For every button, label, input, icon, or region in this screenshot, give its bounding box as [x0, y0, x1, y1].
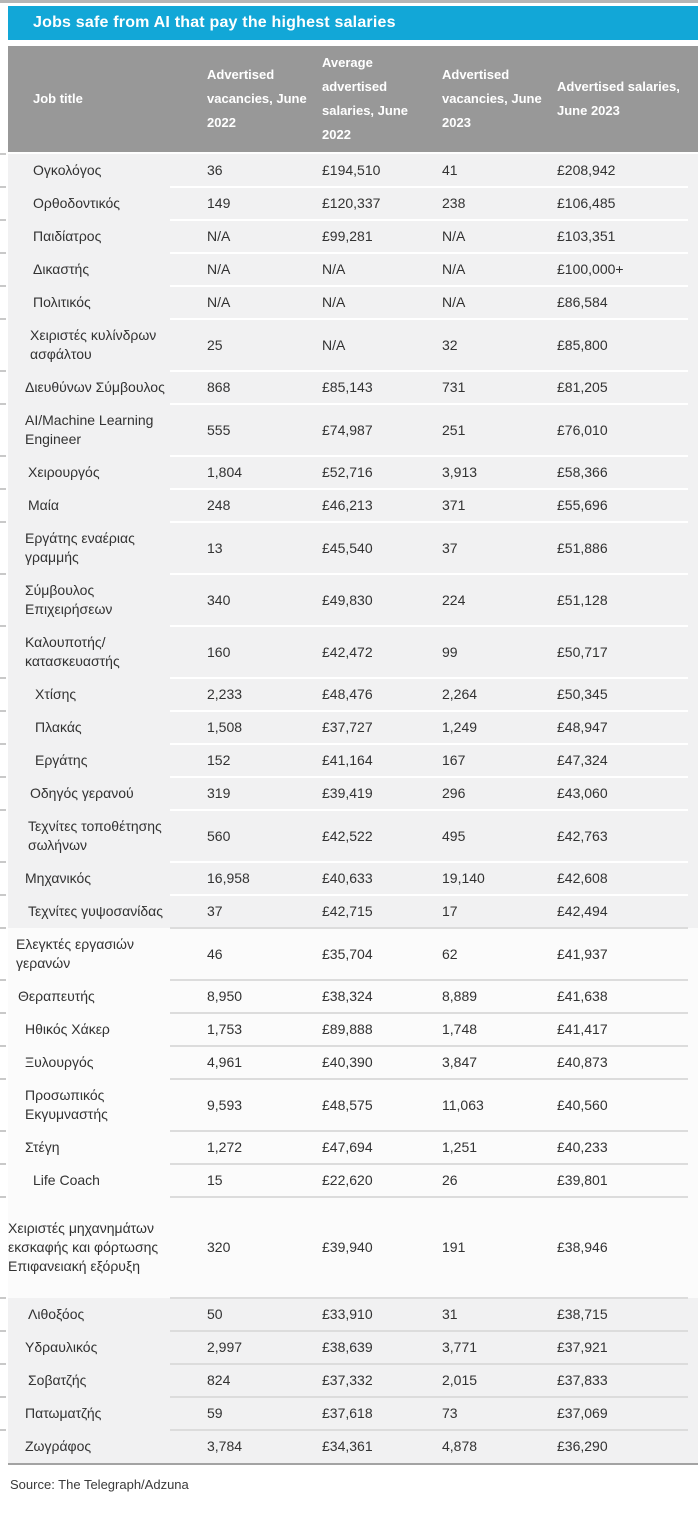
salary-2023-cell: £50,345	[557, 686, 608, 702]
vacancies-2022-cell: N/A	[207, 294, 231, 310]
salary-2023-cell: £41,417	[557, 1021, 608, 1037]
job-title-cell: Διευθύνων Σύμβουλος	[25, 379, 165, 395]
salary-2023-cell: £37,833	[557, 1372, 608, 1388]
salary-2023-cell: £55,696	[557, 497, 608, 513]
table-row	[8, 319, 698, 371]
salary-2023-cell: £50,717	[557, 643, 608, 660]
table-row	[8, 810, 698, 862]
top-divider	[0, 0, 698, 3]
salary-2022-cell: £85,143	[322, 379, 373, 395]
vacancies-2023-cell: 2,015	[442, 1372, 478, 1388]
salary-2023-cell: £51,886	[557, 539, 608, 556]
job-title-cell: Σοβατζής	[28, 1372, 87, 1388]
vacancies-2022-cell: 13	[207, 539, 223, 556]
vacancies-2022-cell: 59	[207, 1405, 223, 1421]
vacancies-2023-cell: 37	[442, 539, 458, 556]
salary-2022-cell: £42,522	[322, 827, 373, 844]
chart-title-bar	[8, 6, 698, 40]
job-title-cell: Ορθοδοντικός	[33, 195, 121, 211]
salary-2022-cell: £89,888	[322, 1021, 373, 1037]
salary-2023-cell: £40,233	[557, 1139, 608, 1155]
vacancies-2023-cell: 296	[442, 785, 466, 801]
vacancies-2023-cell: 224	[442, 591, 466, 608]
table-row	[8, 1430, 698, 1463]
salary-2023-cell: £40,873	[557, 1054, 608, 1070]
salary-2022-cell: £39,940	[322, 1239, 373, 1255]
table-row	[8, 711, 698, 744]
salary-2022-cell: £33,910	[322, 1306, 373, 1322]
job-title-cell: Ελεγκτές εργασιών γερανών	[16, 936, 134, 971]
vacancies-2023-cell: 32	[442, 336, 458, 353]
table-row	[8, 489, 698, 522]
vacancies-2023-cell: 8,889	[442, 988, 478, 1004]
job-title-cell: Τεχνίτες γυψοσανίδας	[28, 903, 164, 919]
salary-2023-cell: £43,060	[557, 785, 608, 801]
salary-2022-cell: £46,213	[322, 497, 373, 513]
vacancies-2023-cell: 238	[442, 195, 466, 211]
job-title-cell: Πλακάς	[35, 719, 82, 735]
table-row	[8, 371, 698, 404]
job-title-cell: Χειριστές κυλίνδρων ασφάλτου	[30, 327, 157, 362]
vacancies-2023-cell: 17	[442, 903, 458, 919]
salary-2022-cell: £41,164	[322, 752, 373, 768]
salary-2022-cell: £120,337	[322, 195, 381, 211]
table-row	[8, 1164, 698, 1197]
job-title-cell: Ογκολόγος	[33, 162, 102, 178]
vacancies-2023-cell: 2,264	[442, 686, 478, 702]
vacancies-2023-cell: 19,140	[442, 870, 485, 886]
vacancies-2023-cell: N/A	[442, 294, 466, 310]
vacancies-2023-cell: 167	[442, 752, 466, 768]
vacancies-2023-cell: 731	[442, 379, 466, 395]
vacancies-2023-cell: N/A	[442, 261, 466, 277]
vacancies-2022-cell: 16,958	[207, 870, 250, 886]
vacancies-2023-cell: 371	[442, 497, 466, 513]
vacancies-2023-cell: 1,251	[442, 1139, 478, 1155]
job-title-cell: Χτίσης	[35, 686, 77, 702]
job-title-cell: AI/Machine Learning Engineer	[25, 412, 154, 447]
job-title-cell: Τεχνίτες τοποθέτησης σωλήνων	[28, 818, 162, 853]
table-row	[8, 1079, 698, 1131]
vacancies-2022-cell: 15	[207, 1172, 223, 1188]
salary-2022-cell: £38,324	[322, 988, 373, 1004]
table-row	[8, 1364, 698, 1397]
salary-2023-cell: £48,947	[557, 719, 608, 735]
salary-2023-cell: £208,942	[557, 162, 616, 178]
table-row	[8, 1298, 698, 1331]
job-title-cell: Ζωγράφος	[25, 1438, 92, 1454]
vacancies-2022-cell: 8,950	[207, 988, 243, 1004]
vacancies-2022-cell: 1,508	[207, 719, 243, 735]
salary-2022-cell: £38,639	[322, 1339, 373, 1355]
vacancies-2022-cell: 2,997	[207, 1339, 243, 1355]
vacancies-2023-cell: 3,771	[442, 1339, 478, 1355]
vacancies-2022-cell: 46	[207, 945, 223, 962]
table-row	[8, 1131, 698, 1164]
vacancies-2022-cell: 248	[207, 497, 231, 513]
table-row	[8, 286, 698, 319]
table-row	[8, 1397, 698, 1430]
salary-2022-cell: N/A	[322, 261, 346, 277]
job-title-cell: Ηθικός Χάκερ	[25, 1021, 110, 1037]
salary-2023-cell: £85,800	[557, 336, 608, 353]
vacancies-2022-cell: 1,804	[207, 464, 243, 480]
vacancies-2023-cell: 191	[442, 1239, 466, 1255]
salary-2022-cell: £37,332	[322, 1372, 373, 1388]
table-row	[8, 777, 698, 810]
vacancies-2023-cell: 26	[442, 1172, 458, 1188]
vacancies-2022-cell: 50	[207, 1306, 223, 1322]
table-row	[8, 154, 698, 187]
chart-title: Jobs safe from AI that pay the highest salaries	[33, 14, 396, 31]
salary-2023-cell: £41,638	[557, 988, 608, 1004]
job-title-cell: Σύμβουλος Επιχειρήσεων	[25, 582, 113, 617]
vacancies-2023-cell: 1,748	[442, 1021, 478, 1037]
salary-2022-cell: N/A	[322, 336, 346, 353]
header-vacancies-2022: Advertised vacancies, June 2022	[207, 67, 307, 130]
vacancies-2022-cell: 1,753	[207, 1021, 243, 1037]
salary-2022-cell: £194,510	[322, 162, 381, 178]
salary-2022-cell: £99,281	[322, 228, 373, 244]
table-row	[8, 862, 698, 895]
job-title-cell: Πατωματζής	[25, 1405, 102, 1421]
job-title-cell: Πολιτικός	[33, 294, 91, 310]
salary-2023-cell: £42,608	[557, 870, 608, 886]
vacancies-2023-cell: 1,249	[442, 719, 478, 735]
vacancies-2023-cell: 31	[442, 1306, 458, 1322]
job-title-cell: Δικαστής	[33, 261, 90, 277]
job-title-cell: Παιδίατρος	[33, 228, 102, 244]
table-row	[8, 928, 698, 980]
table-row	[8, 220, 698, 253]
table-row	[8, 187, 698, 220]
salary-2023-cell: £38,715	[557, 1306, 608, 1322]
vacancies-2023-cell: 11,063	[442, 1096, 484, 1113]
salary-2022-cell: £34,361	[322, 1438, 373, 1454]
salary-2022-cell: £47,694	[322, 1139, 373, 1155]
salary-2023-cell: £38,946	[557, 1239, 608, 1255]
vacancies-2022-cell: 152	[207, 752, 231, 768]
header-salaries-2022: Average advertised salaries, June 2022	[322, 55, 408, 142]
vacancies-2023-cell: N/A	[442, 228, 466, 244]
vacancies-2022-cell: 555	[207, 421, 231, 438]
salary-2023-cell: £42,763	[557, 827, 608, 844]
salary-2022-cell: £39,419	[322, 785, 373, 801]
job-title-cell: Λιθοξόος	[28, 1306, 85, 1322]
job-title-cell: Εργάτης εναέριας γραμμής	[25, 530, 135, 565]
salary-2023-cell: £37,921	[557, 1339, 608, 1355]
vacancies-2022-cell: 320	[207, 1239, 231, 1255]
job-title-cell: Χειριστές μηχανημάτων εκσκαφής και φόρτωσης Επιφανειακή εξόρυξη	[8, 1220, 159, 1274]
salary-2023-cell: £37,069	[557, 1405, 608, 1421]
salary-2023-cell: £51,128	[557, 591, 608, 608]
salary-2022-cell: £45,540	[322, 539, 373, 556]
salary-2022-cell: £48,476	[322, 686, 373, 702]
table-row	[8, 253, 698, 286]
salary-2022-cell: N/A	[322, 294, 346, 310]
job-title-cell: Προσωπικός Εκγυμναστής	[25, 1087, 108, 1122]
vacancies-2022-cell: 9,593	[207, 1096, 243, 1113]
salary-2023-cell: £81,205	[557, 379, 608, 395]
table-header-row	[8, 46, 698, 152]
vacancies-2023-cell: 62	[442, 945, 458, 962]
job-title-cell: Χειρουργός	[28, 464, 100, 480]
table-row	[8, 574, 698, 626]
salary-2022-cell: £40,633	[322, 870, 373, 886]
table-row	[8, 456, 698, 489]
header-vacancies-2023: Advertised vacancies, June 2023	[442, 67, 542, 130]
vacancies-2023-cell: 4,878	[442, 1438, 478, 1454]
vacancies-2022-cell: N/A	[207, 261, 231, 277]
vacancies-2022-cell: 160	[207, 643, 231, 660]
job-title-cell: Ξυλουργός	[25, 1054, 94, 1070]
vacancies-2022-cell: 319	[207, 785, 231, 801]
salary-2022-cell: £37,727	[322, 719, 373, 735]
salary-2022-cell: £22,620	[322, 1172, 373, 1188]
salary-2023-cell: £39,801	[557, 1172, 608, 1188]
vacancies-2022-cell: 37	[207, 903, 223, 919]
vacancies-2023-cell: 41	[442, 162, 458, 178]
table-row	[8, 895, 698, 928]
vacancies-2022-cell: 2,233	[207, 686, 243, 702]
salary-2023-cell: £40,560	[557, 1096, 608, 1113]
job-title-cell: Στέγη	[25, 1139, 60, 1155]
salary-2022-cell: £35,704	[322, 945, 373, 962]
table-row	[8, 980, 698, 1013]
salary-2022-cell: £42,715	[322, 903, 373, 919]
vacancies-2022-cell: 868	[207, 379, 231, 395]
vacancies-2022-cell: 25	[207, 336, 223, 353]
table-row	[8, 1046, 698, 1079]
job-title-cell: Μαία	[28, 497, 59, 513]
vacancies-2023-cell: 3,847	[442, 1054, 478, 1070]
vacancies-2022-cell: 4,961	[207, 1054, 243, 1070]
salary-2023-cell: £103,351	[557, 228, 616, 244]
job-title-cell: Οδηγός γερανού	[30, 785, 134, 801]
table-row	[8, 404, 698, 456]
salary-2023-cell: £47,324	[557, 752, 608, 768]
salary-2023-cell: £86,584	[557, 294, 608, 310]
job-title-cell: Εργάτης	[35, 752, 88, 768]
table-row	[8, 678, 698, 711]
job-title-cell: Μηχανικός	[25, 870, 91, 886]
header-job-title: Job title	[33, 91, 83, 106]
job-title-cell: Θεραπευτής	[18, 988, 95, 1004]
table-row	[8, 1331, 698, 1364]
vacancies-2023-cell: 99	[442, 643, 458, 660]
table-row	[8, 522, 698, 574]
salary-2022-cell: £52,716	[322, 464, 373, 480]
vacancies-2023-cell: 495	[442, 827, 466, 844]
vacancies-2022-cell: 36	[207, 162, 223, 178]
vacancies-2022-cell: 1,272	[207, 1139, 243, 1155]
salary-2022-cell: £74,987	[322, 421, 373, 438]
vacancies-2022-cell: 340	[207, 591, 231, 608]
vacancies-2022-cell: 3,784	[207, 1438, 243, 1454]
salary-2023-cell: £76,010	[557, 421, 608, 438]
salary-2022-cell: £49,830	[322, 591, 373, 608]
salary-2022-cell: £48,575	[322, 1096, 373, 1113]
vacancies-2022-cell: 560	[207, 827, 231, 844]
vacancies-2022-cell: N/A	[207, 228, 231, 244]
job-title-cell: Υδραυλικός	[25, 1339, 98, 1355]
table-row	[8, 1013, 698, 1046]
header-salaries-2023: Advertised salaries, June 2023	[557, 79, 680, 118]
vacancies-2022-cell: 824	[207, 1372, 231, 1388]
salary-2023-cell: £100,000+	[557, 261, 624, 277]
table-row	[8, 626, 698, 678]
vacancies-2023-cell: 251	[442, 421, 466, 438]
table-row	[8, 1197, 698, 1298]
salary-2023-cell: £36,290	[557, 1438, 608, 1454]
vacancies-2023-cell: 3,913	[442, 464, 478, 480]
vacancies-2023-cell: 73	[442, 1405, 458, 1421]
job-title-cell: Καλουποτής/κατασκευαστής	[25, 634, 120, 669]
salary-2023-cell: £106,485	[557, 195, 616, 211]
salary-2023-cell: £42,494	[557, 903, 608, 919]
job-title-cell: Life Coach	[33, 1172, 100, 1188]
salary-2022-cell: £40,390	[322, 1054, 373, 1070]
salary-2022-cell: £42,472	[322, 643, 373, 660]
source-note: Source: The Telegraph/Adzuna	[8, 1463, 698, 1502]
table-row	[8, 744, 698, 777]
salary-2022-cell: £37,618	[322, 1405, 373, 1421]
table-body	[8, 154, 698, 1463]
salary-2023-cell: £58,366	[557, 464, 608, 480]
vacancies-2022-cell: 149	[207, 195, 231, 211]
salary-2023-cell: £41,937	[557, 945, 608, 962]
